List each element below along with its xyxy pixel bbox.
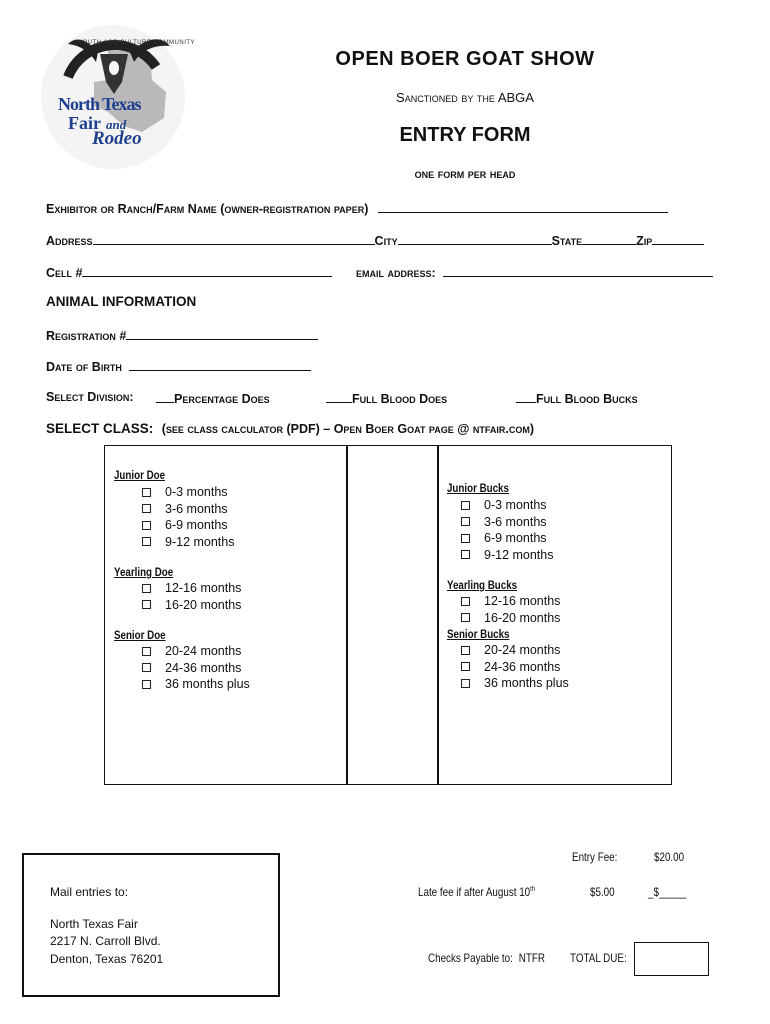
total-due-label: TOTAL DUE: <box>570 951 627 965</box>
checks-payable-label: Checks Payable to: <box>428 951 513 965</box>
mail-heading: Mail entries to: <box>50 885 129 899</box>
late-fee-amount: $5.00 <box>590 885 615 899</box>
class-option[interactable] <box>461 642 569 659</box>
class-option[interactable] <box>142 484 234 501</box>
city-field[interactable] <box>398 232 552 245</box>
logo-name-rodeo: Rodeo <box>92 128 142 149</box>
total-due-field[interactable] <box>634 942 709 976</box>
option-label: 9-12 months <box>484 547 554 562</box>
cell-row <box>46 264 332 280</box>
class-option[interactable] <box>461 530 553 547</box>
checkbox[interactable] <box>142 680 151 689</box>
division-option-label: Full Blood Bucks <box>536 392 638 406</box>
animal-info-heading: ANIMAL INFORMATION <box>46 294 197 309</box>
option-label: 36 months plus <box>165 677 250 692</box>
dob-row <box>46 358 311 374</box>
senior-doe-group <box>114 630 250 693</box>
table-divider <box>437 445 439 785</box>
checkbox[interactable] <box>461 550 470 559</box>
checkbox[interactable] <box>142 521 151 530</box>
group-title: Senior Bucks <box>447 629 510 641</box>
logo-name-and: and <box>106 117 127 132</box>
per-head-note: one form per head <box>414 166 516 181</box>
class-option[interactable] <box>142 534 234 551</box>
email-label: email address: <box>356 266 436 280</box>
class-option[interactable] <box>142 501 234 518</box>
option-label: 6-9 months <box>165 518 228 533</box>
zip-label: Zip <box>636 234 653 248</box>
option-label: 6-9 months <box>484 531 547 546</box>
fair-logo <box>38 22 196 172</box>
exhibitor-label: Exhibitor or Ranch/Farm Name (owner-registration paper) <box>46 202 369 216</box>
entry-fee-amount: $20.00 <box>654 850 685 864</box>
checkbox[interactable] <box>142 488 151 497</box>
division-blank[interactable] <box>156 390 174 403</box>
division-full-blood-bucks[interactable] <box>516 390 638 406</box>
class-option[interactable] <box>142 676 250 693</box>
checkbox[interactable] <box>142 647 151 656</box>
option-label: 9-12 months <box>165 534 235 549</box>
dob-label: Date of Birth <box>46 360 122 374</box>
late-fee-text: Late fee if after August 10 <box>418 885 531 899</box>
class-option[interactable] <box>142 517 234 534</box>
option-label: 12-16 months <box>484 594 561 609</box>
junior-bucks-group <box>447 483 553 563</box>
mail-address-line3: Denton, Texas 76201 <box>50 952 164 966</box>
class-option[interactable] <box>461 675 569 692</box>
checkbox[interactable] <box>142 600 151 609</box>
cell-field[interactable] <box>82 264 332 277</box>
class-option[interactable] <box>461 547 553 564</box>
yearling-bucks-group <box>447 580 560 626</box>
checkbox[interactable] <box>461 517 470 526</box>
select-class-row <box>46 420 534 438</box>
mail-address-line2: 2217 N. Carroll Blvd. <box>50 934 161 948</box>
sanction-subtitle: Sanctioned by the ABGA <box>396 90 534 105</box>
option-label: 0-3 months <box>484 498 547 513</box>
option-label: 12-16 months <box>165 581 242 596</box>
division-option-label: Full Blood Does <box>352 392 448 406</box>
group-title: Yearling Bucks <box>447 580 518 592</box>
logo-name-fair: Fair <box>68 113 101 133</box>
class-option[interactable] <box>461 659 569 676</box>
division-blank[interactable] <box>516 390 536 403</box>
state-label: State <box>551 234 583 248</box>
division-label: Select Division: <box>46 390 134 404</box>
senior-bucks-group <box>447 629 569 692</box>
email-row <box>356 264 713 280</box>
option-label: 24-36 months <box>165 660 242 675</box>
checkbox[interactable] <box>142 663 151 672</box>
checkbox[interactable] <box>142 537 151 546</box>
class-option[interactable] <box>142 660 250 677</box>
checkbox[interactable] <box>142 584 151 593</box>
option-label: 16-20 months <box>484 610 561 625</box>
email-field[interactable] <box>443 264 713 277</box>
address-label: Address <box>46 234 93 248</box>
division-percentage-does[interactable] <box>156 390 270 406</box>
checkbox[interactable] <box>461 597 470 606</box>
option-label: 20-24 months <box>165 644 242 659</box>
division-option-label: Percentage Does <box>174 392 270 406</box>
option-label: 24-36 months <box>484 659 561 674</box>
class-option[interactable] <box>142 580 241 597</box>
registration-label: Registration # <box>46 329 127 343</box>
late-fee-suffix: th <box>530 886 535 893</box>
group-title: Yearling Doe <box>114 567 174 579</box>
option-label: 16-20 months <box>165 597 242 612</box>
late-fee-blank[interactable]: _$_____ <box>648 885 687 899</box>
cell-label: Cell # <box>46 266 83 280</box>
entry-fee-label: Entry Fee: <box>572 850 618 864</box>
class-option[interactable] <box>461 497 553 514</box>
yearling-doe-group <box>114 567 241 613</box>
zip-field[interactable] <box>652 232 704 245</box>
dob-field[interactable] <box>129 358 311 371</box>
select-class-label: SELECT CLASS: <box>46 421 154 436</box>
logo-arc-text: YOUTH AGRICULTURE COMMUNITY <box>78 40 196 46</box>
checkbox[interactable] <box>461 646 470 655</box>
registration-row <box>46 327 318 343</box>
checkbox[interactable] <box>461 679 470 688</box>
address-row <box>46 232 704 248</box>
checks-payable-to: NTFR <box>518 951 546 965</box>
city-label: City <box>374 234 398 248</box>
division-blank[interactable] <box>326 390 352 403</box>
junior-doe-group <box>114 470 234 550</box>
checkbox[interactable] <box>461 501 470 510</box>
division-full-blood-does[interactable] <box>326 390 447 406</box>
state-field[interactable] <box>582 232 636 245</box>
late-fee-label <box>418 885 535 899</box>
group-title: Junior Doe <box>114 470 166 482</box>
logo-name-line1: North Texas <box>58 94 141 114</box>
option-label: 20-24 months <box>484 643 561 658</box>
class-option[interactable] <box>461 593 560 610</box>
group-title: Senior Doe <box>114 630 166 642</box>
option-label: 3-6 months <box>165 501 228 516</box>
class-calculator-note: (see class calculator (PDF) – Open Boer Goat page @ ntfair.com) <box>161 422 535 436</box>
registration-field[interactable] <box>126 327 318 340</box>
checkbox[interactable] <box>461 613 470 622</box>
mail-address-line1: North Texas Fair <box>50 917 138 931</box>
class-option[interactable] <box>461 610 560 627</box>
class-option[interactable] <box>142 643 250 660</box>
option-label: 36 months plus <box>484 676 569 691</box>
class-option[interactable] <box>142 597 241 614</box>
checkbox[interactable] <box>461 534 470 543</box>
option-label: 3-6 months <box>484 514 547 529</box>
form-title: ENTRY FORM <box>399 124 531 146</box>
checks-payable-row <box>428 951 545 965</box>
page-title: OPEN BOER GOAT SHOW <box>335 48 595 70</box>
division-row <box>46 390 134 404</box>
checkbox[interactable] <box>142 504 151 513</box>
table-divider <box>346 445 348 785</box>
address-field[interactable] <box>93 232 375 245</box>
checkbox[interactable] <box>461 662 470 671</box>
group-title: Junior Bucks <box>447 483 509 495</box>
class-option[interactable] <box>461 514 553 531</box>
exhibitor-field[interactable] <box>378 200 668 213</box>
option-label: 0-3 months <box>165 485 228 500</box>
exhibitor-row <box>46 200 668 216</box>
